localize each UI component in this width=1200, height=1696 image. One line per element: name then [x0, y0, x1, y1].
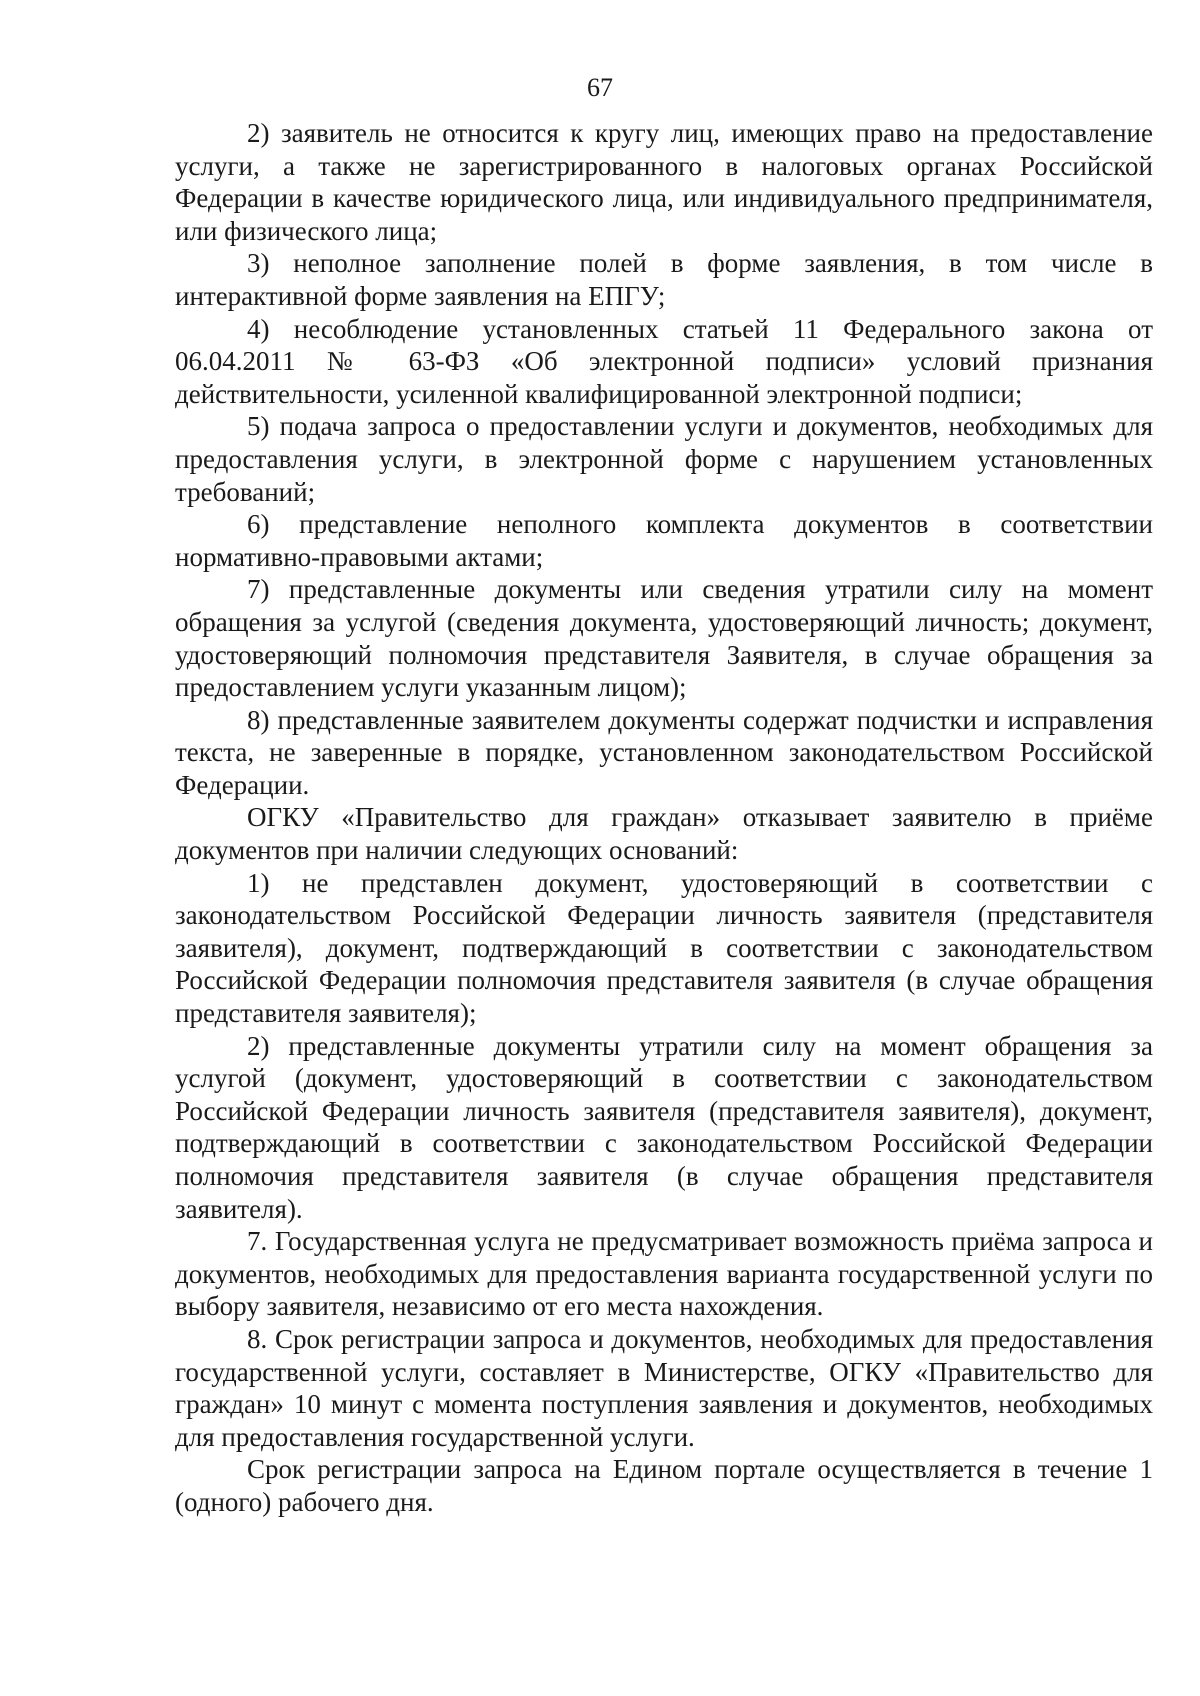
page-number: 67	[587, 73, 613, 102]
paragraph-item-4-signature-conditions: 4) несоблюдение установленных статьей 11 Федерального закона от 06.04.2011 № 63-ФЗ «Об электронной подписи» условий признания действительности, усиленной квалифицированной электронной подписи;	[175, 313, 1153, 409]
paragraph-item-2-applicant-not-eligible: 2) заявитель не относится к кругу лиц, имеющих право на предоставление услуги, а также не зарегистрированного в налоговых органах Российской Федерации в качестве юридического лица, или индивидуального предпринимателя, или физического лица;	[175, 118, 1153, 246]
paragraph-portal-registration-term: Срок регистрации запроса на Едином портале осуществляется в течение 1 (одного) рабочего дня.	[175, 1454, 1153, 1517]
paragraph-section-8-registration-term: 8. Срок регистрации запроса и документов, необходимых для предоставления государственной услуги, составляет в Министерстве, ОГКУ «Правительство для граждан» 10 минут с момента поступления заявления и документов, необходимых для предоставления государственной услуги.	[175, 1323, 1153, 1452]
paragraph-item-7-expired-documents: 7) представленные документы или сведения утратили силу на момент обращения за услугой (сведения документа, удостоверяющий личность; документ, удостоверяющий полномочия представителя Заявителя, в случае обращения за предоставлением услуги указанным лицом);	[175, 574, 1153, 703]
paragraph-section-7-no-extraterritorial: 7. Государственная услуга не предусматривает возможность приёма запроса и документов, необходимых для предоставления варианта государственной услуги по выбору заявителя, независимо от его места нахождения.	[175, 1226, 1153, 1322]
document-body	[175, 117, 1153, 1519]
paragraph-ogku-refusal-intro: ОГКУ «Правительство для граждан» отказывает заявителю в приёме документов при наличии следующих оснований:	[175, 802, 1153, 866]
paragraph-item-3-incomplete-fields: 3) неполное заполнение полей в форме заявления, в том числе в интерактивной форме заявления на ЕПГУ;	[175, 248, 1153, 311]
paragraph-item-8-corrections: 8) представленные заявителем документы содержат подчистки и исправления текста, не заверенные в порядке, установленном законодательством Российской Федерации.	[175, 704, 1153, 800]
paragraph-item-5-electronic-submission: 5) подача запроса о предоставлении услуги и документов, необходимых для предоставления услуги, в электронной форме с нарушением установленных требований;	[175, 411, 1153, 507]
paragraph-item-6-incomplete-documents: 6) представление неполного комплекта документов в соответствии нормативно-правовыми актами;	[175, 509, 1153, 572]
paragraph-ogku-item-1-no-id: 1) не представлен документ, удостоверяющий в соответствии с законодательством Российской Федерации личность заявителя (представителя заявителя), документ, подтверждающий в соответствии с законодательством Российской Федерации полномочия представителя заявителя (в случае обращения представителя заявителя);	[175, 867, 1153, 1029]
paragraph-ogku-item-2-expired: 2) представленные документы утратили силу на момент обращения за услугой (документ, удостоверяющий в соответствии с законодательством Российской Федерации личность заявителя (представителя заявителя), документ, подтверждающий в соответствии с законодательством Российской Федерации полномочия представителя заявителя (в случае обращения представителя заявителя).	[175, 1030, 1153, 1224]
